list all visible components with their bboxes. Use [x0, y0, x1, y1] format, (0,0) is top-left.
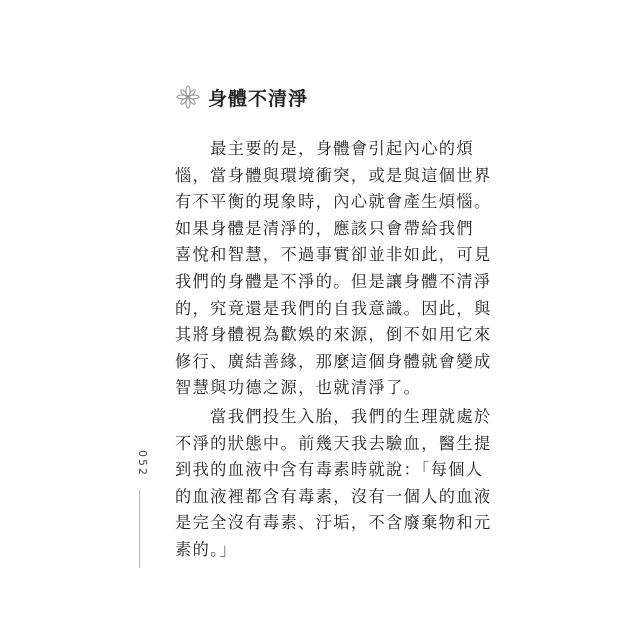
page-number-rule — [139, 490, 140, 568]
text-line: 當我們投生入胎，我們的生理就處於 — [175, 406, 492, 426]
text-line: 智慧與功德之源，也就清淨了。 — [175, 378, 422, 398]
text-line: 的，究竟還是我們的自我意識。因此，與 — [175, 298, 492, 318]
text-line: 到我的血液中含有毒素時就說：「每個人 — [175, 460, 484, 480]
text-line: 素的。」 — [175, 539, 238, 559]
text-line: 其將身體視為歡娛的來源，倒不如用它來 — [175, 325, 492, 345]
text-line: 喜悅和智慧，不過事實卻並非如此，可見 — [175, 245, 492, 265]
section-heading — [176, 82, 308, 112]
text-line: 我們的身體是不淨的。但是讓身體不清淨 — [175, 271, 492, 291]
text-line: 是完全沒有毒素、汙垢，不含廢棄物和元 — [175, 513, 492, 533]
body-text — [175, 136, 492, 564]
page-number: 052 — [136, 450, 149, 477]
text-line: 惱，當身體與環境衝突，或是與這個世界 — [175, 165, 492, 185]
flower-ornament-icon — [176, 85, 200, 109]
text-line: 最主要的是，身體會引起內心的煩 — [175, 139, 474, 158]
text-line: 如果身體是清淨的，應該只會帶給我們 — [175, 218, 474, 238]
text-line: 不淨的狀態中。前幾天我去驗血，醫生提 — [175, 433, 492, 453]
text-line: 的血液裡都含有毒素，沒有一個人的血液 — [175, 486, 492, 506]
section-title: 身體不清淨 — [208, 87, 309, 110]
text-line: 有不平衡的現象時，內心就會產生煩惱。 — [175, 192, 492, 212]
text-line: 修行、廣結善緣，那麼這個身體就會變成 — [175, 351, 492, 371]
